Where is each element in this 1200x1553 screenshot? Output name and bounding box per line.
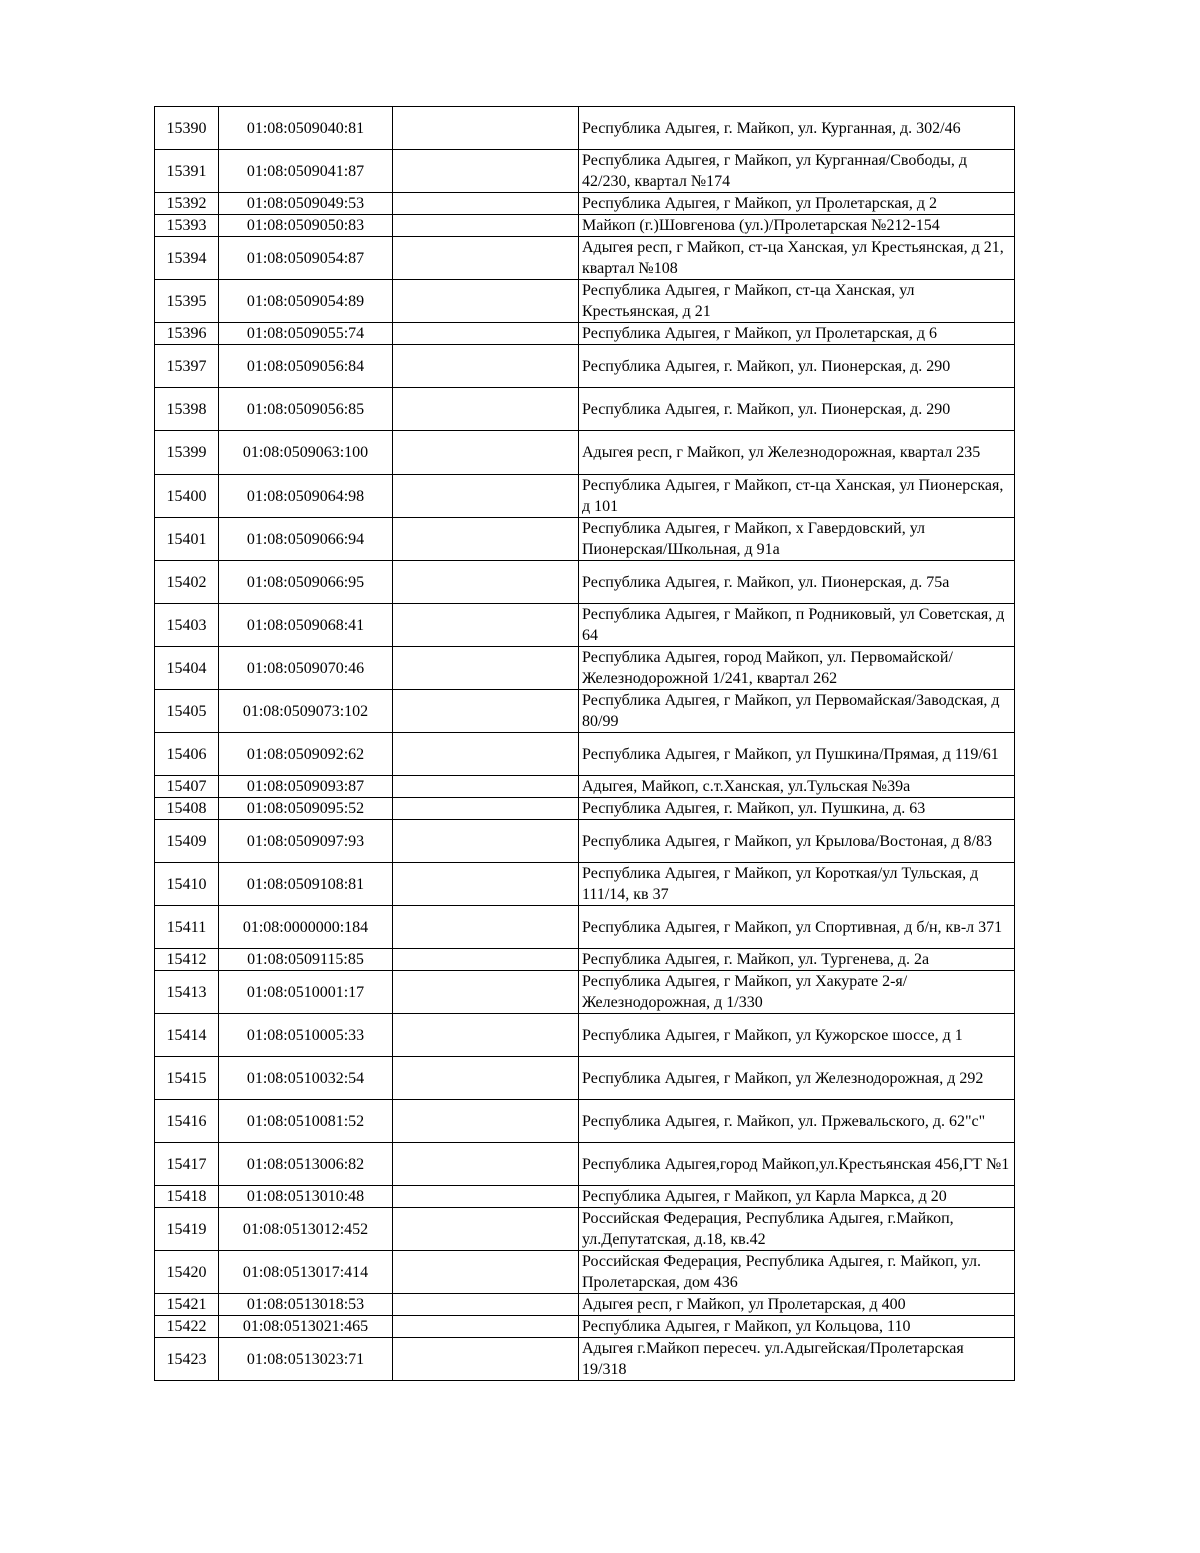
row-number-cell: 15423	[155, 1338, 219, 1381]
cadastral-number-cell: 01:08:0509068:41	[219, 604, 393, 647]
address-cell: Республика Адыгея, г Майкоп, ул Кужорское шоссе, д 1	[579, 1014, 1015, 1057]
cadastral-number-cell: 01:08:0509097:93	[219, 820, 393, 863]
empty-cell	[393, 820, 579, 863]
table-row	[155, 949, 1015, 971]
table-row	[155, 1251, 1015, 1294]
row-number-cell: 15406	[155, 733, 219, 776]
row-number-cell: 15418	[155, 1186, 219, 1208]
row-number-cell: 15404	[155, 647, 219, 690]
cadastral-number-cell: 01:08:0513012:452	[219, 1208, 393, 1251]
cadastral-number-cell: 01:08:0513021:465	[219, 1316, 393, 1338]
address-cell: Республика Адыгея, г Майкоп, ул Первомайская/Заводская, д 80/99	[579, 690, 1015, 733]
table-row	[155, 1316, 1015, 1338]
empty-cell	[393, 1316, 579, 1338]
row-number-cell: 15412	[155, 949, 219, 971]
table-row	[155, 1208, 1015, 1251]
cadastral-number-cell: 01:08:0510005:33	[219, 1014, 393, 1057]
empty-cell	[393, 237, 579, 280]
table-row	[155, 798, 1015, 820]
table-row	[155, 475, 1015, 518]
row-number-cell: 15414	[155, 1014, 219, 1057]
empty-cell	[393, 475, 579, 518]
empty-cell	[393, 388, 579, 431]
cadastral-number-cell: 01:08:0509093:87	[219, 776, 393, 798]
row-number-cell: 15395	[155, 280, 219, 323]
address-cell: Республика Адыгея, г Майкоп, п Родниковый, ул Советская, д 64	[579, 604, 1015, 647]
address-cell: Российская Федерация, Республика Адыгея, г. Майкоп, ул. Пролетарская, дом 436	[579, 1251, 1015, 1294]
cadastral-number-cell: 01:08:0509063:100	[219, 431, 393, 475]
table-row	[155, 1186, 1015, 1208]
address-cell: Республика Адыгея, г Майкоп, ул Кольцова, 110	[579, 1316, 1015, 1338]
empty-cell	[393, 518, 579, 561]
row-number-cell: 15405	[155, 690, 219, 733]
property-registry-table	[154, 106, 1015, 1381]
empty-cell	[393, 280, 579, 323]
row-number-cell: 15416	[155, 1100, 219, 1143]
empty-cell	[393, 107, 579, 150]
empty-cell	[393, 323, 579, 345]
address-cell: Российская Федерация, Республика Адыгея, г.Майкоп, ул.Депутатская, д.18, кв.42	[579, 1208, 1015, 1251]
cadastral-number-cell: 01:08:0509054:87	[219, 237, 393, 280]
cadastral-number-cell: 01:08:0513018:53	[219, 1294, 393, 1316]
cadastral-number-cell: 01:08:0509050:83	[219, 215, 393, 237]
address-cell: Адыгея г.Майкоп пересеч. ул.Адыгейская/Пролетарская 19/318	[579, 1338, 1015, 1381]
address-cell: Республика Адыгея, г. Майкоп, ул. Пионерская, д. 75а	[579, 561, 1015, 604]
table-row	[155, 647, 1015, 690]
table-row	[155, 1143, 1015, 1186]
table-row	[155, 1100, 1015, 1143]
address-cell: Адыгея респ, г Майкоп, ст-ца Ханская, ул Крестьянская, д 21, квартал №108	[579, 237, 1015, 280]
address-cell: Республика Адыгея, г Майкоп, ул Короткая/ул Тульская, д 111/14, кв 37	[579, 863, 1015, 906]
cadastral-number-cell: 01:08:0509115:85	[219, 949, 393, 971]
cadastral-number-cell: 01:08:0510081:52	[219, 1100, 393, 1143]
table-row	[155, 1294, 1015, 1316]
row-number-cell: 15394	[155, 237, 219, 280]
table-row	[155, 604, 1015, 647]
empty-cell	[393, 906, 579, 949]
cadastral-number-cell: 01:08:0509092:62	[219, 733, 393, 776]
table-row	[155, 388, 1015, 431]
row-number-cell: 15399	[155, 431, 219, 475]
address-cell: Республика Адыгея, г Майкоп, ул Хакурате 2-я/Железнодорожная, д 1/330	[579, 971, 1015, 1014]
address-cell: Республика Адыгея, г Майкоп, ст-ца Ханская, ул Пионерская, д 101	[579, 475, 1015, 518]
cadastral-number-cell: 01:08:0509056:85	[219, 388, 393, 431]
row-number-cell: 15417	[155, 1143, 219, 1186]
address-cell: Республика Адыгея, город Майкоп, ул. Первомайской/Железнодорожной 1/241, квартал 262	[579, 647, 1015, 690]
empty-cell	[393, 1100, 579, 1143]
empty-cell	[393, 863, 579, 906]
cadastral-number-cell: 01:08:0509066:95	[219, 561, 393, 604]
address-cell: Республика Адыгея, г Майкоп, х Гавердовский, ул Пионерская/Школьная, д 91а	[579, 518, 1015, 561]
table-row	[155, 1014, 1015, 1057]
row-number-cell: 15398	[155, 388, 219, 431]
row-number-cell: 15396	[155, 323, 219, 345]
cadastral-number-cell: 01:08:0513017:414	[219, 1251, 393, 1294]
address-cell: Республика Адыгея, г Майкоп, ст-ца Ханская, ул Крестьянская, д 21	[579, 280, 1015, 323]
cadastral-number-cell: 01:08:0509095:52	[219, 798, 393, 820]
cadastral-number-cell: 01:08:0513006:82	[219, 1143, 393, 1186]
empty-cell	[393, 971, 579, 1014]
table-row	[155, 193, 1015, 215]
address-cell: Республика Адыгея, г Майкоп, ул Курганная/Свободы, д 42/230, квартал №174	[579, 150, 1015, 193]
row-number-cell: 15419	[155, 1208, 219, 1251]
table-row	[155, 107, 1015, 150]
empty-cell	[393, 1186, 579, 1208]
cadastral-number-cell: 01:08:0509066:94	[219, 518, 393, 561]
table-row	[155, 1338, 1015, 1381]
row-number-cell: 15410	[155, 863, 219, 906]
address-cell: Республика Адыгея, г Майкоп, ул Железнодорожная, д 292	[579, 1057, 1015, 1100]
row-number-cell: 15397	[155, 345, 219, 388]
empty-cell	[393, 215, 579, 237]
table-row	[155, 150, 1015, 193]
address-cell: Республика Адыгея, г. Майкоп, ул. Пушкина, д. 63	[579, 798, 1015, 820]
empty-cell	[393, 1208, 579, 1251]
empty-cell	[393, 345, 579, 388]
row-number-cell: 15408	[155, 798, 219, 820]
address-cell: Республика Адыгея, г Майкоп, ул Пушкина/Прямая, д 119/61	[579, 733, 1015, 776]
row-number-cell: 15407	[155, 776, 219, 798]
cadastral-number-cell: 01:08:0509040:81	[219, 107, 393, 150]
address-cell: Республика Адыгея, г Майкоп, ул Спортивная, д б/н, кв-л 371	[579, 906, 1015, 949]
table-row	[155, 237, 1015, 280]
table-row	[155, 431, 1015, 475]
address-cell: Республика Адыгея,город Майкоп,ул.Крестьянская 456,ГТ №1	[579, 1143, 1015, 1186]
table-row	[155, 690, 1015, 733]
empty-cell	[393, 1014, 579, 1057]
row-number-cell: 15415	[155, 1057, 219, 1100]
cadastral-number-cell: 01:08:0513010:48	[219, 1186, 393, 1208]
empty-cell	[393, 1251, 579, 1294]
table-row	[155, 561, 1015, 604]
cadastral-number-cell: 01:08:0509041:87	[219, 150, 393, 193]
table-row	[155, 345, 1015, 388]
empty-cell	[393, 776, 579, 798]
address-cell: Республика Адыгея, г Майкоп, ул Пролетарская, д 2	[579, 193, 1015, 215]
empty-cell	[393, 604, 579, 647]
cadastral-number-cell: 01:08:0509056:84	[219, 345, 393, 388]
table-row	[155, 733, 1015, 776]
table-row	[155, 820, 1015, 863]
cadastral-number-cell: 01:08:0509055:74	[219, 323, 393, 345]
table-row	[155, 215, 1015, 237]
row-number-cell: 15400	[155, 475, 219, 518]
empty-cell	[393, 150, 579, 193]
row-number-cell: 15393	[155, 215, 219, 237]
row-number-cell: 15392	[155, 193, 219, 215]
cadastral-number-cell: 01:08:0509054:89	[219, 280, 393, 323]
row-number-cell: 15391	[155, 150, 219, 193]
address-cell: Республика Адыгея, г. Майкоп, ул. Пионерская, д. 290	[579, 345, 1015, 388]
empty-cell	[393, 647, 579, 690]
address-cell: Республика Адыгея, г. Майкоп, ул. Тургенева, д. 2а	[579, 949, 1015, 971]
address-cell: Республика Адыгея, г Майкоп, ул Карла Маркса, д 20	[579, 1186, 1015, 1208]
cadastral-number-cell: 01:08:0509064:98	[219, 475, 393, 518]
empty-cell	[393, 733, 579, 776]
row-number-cell: 15403	[155, 604, 219, 647]
empty-cell	[393, 798, 579, 820]
row-number-cell: 15422	[155, 1316, 219, 1338]
empty-cell	[393, 431, 579, 475]
table-row	[155, 280, 1015, 323]
empty-cell	[393, 1057, 579, 1100]
table-row	[155, 906, 1015, 949]
address-cell: Республика Адыгея, г. Майкоп, ул. Пионерская, д. 290	[579, 388, 1015, 431]
row-number-cell: 15409	[155, 820, 219, 863]
table-row	[155, 971, 1015, 1014]
cadastral-number-cell: 01:08:0510032:54	[219, 1057, 393, 1100]
address-cell: Адыгея респ, г Майкоп, ул Железнодорожная, квартал 235	[579, 431, 1015, 475]
row-number-cell: 15402	[155, 561, 219, 604]
table-row	[155, 1057, 1015, 1100]
registry-table-body	[155, 107, 1015, 1381]
address-cell: Майкоп (г.)Шовгенова (ул.)/Пролетарская №212-154	[579, 215, 1015, 237]
row-number-cell: 15420	[155, 1251, 219, 1294]
row-number-cell: 15411	[155, 906, 219, 949]
empty-cell	[393, 949, 579, 971]
cadastral-number-cell: 01:08:0510001:17	[219, 971, 393, 1014]
address-cell: Республика Адыгея, г. Майкоп, ул. Курганная, д. 302/46	[579, 107, 1015, 150]
cadastral-number-cell: 01:08:0509073:102	[219, 690, 393, 733]
cadastral-number-cell: 01:08:0509049:53	[219, 193, 393, 215]
row-number-cell: 15421	[155, 1294, 219, 1316]
empty-cell	[393, 193, 579, 215]
address-cell: Республика Адыгея, г Майкоп, ул Пролетарская, д 6	[579, 323, 1015, 345]
cadastral-number-cell: 01:08:0513023:71	[219, 1338, 393, 1381]
cadastral-number-cell: 01:08:0509070:46	[219, 647, 393, 690]
empty-cell	[393, 1143, 579, 1186]
table-row	[155, 518, 1015, 561]
empty-cell	[393, 561, 579, 604]
address-cell: Республика Адыгея, г. Майкоп, ул. Пржевальского, д. 62"с"	[579, 1100, 1015, 1143]
empty-cell	[393, 1294, 579, 1316]
row-number-cell: 15413	[155, 971, 219, 1014]
address-cell: Адыгея, Майкоп, с.т.Ханская, ул.Тульская №39а	[579, 776, 1015, 798]
row-number-cell: 15390	[155, 107, 219, 150]
empty-cell	[393, 690, 579, 733]
cadastral-number-cell: 01:08:0509108:81	[219, 863, 393, 906]
table-row	[155, 863, 1015, 906]
table-row	[155, 776, 1015, 798]
table-row	[155, 323, 1015, 345]
address-cell: Адыгея респ, г Майкоп, ул Пролетарская, д 400	[579, 1294, 1015, 1316]
cadastral-number-cell: 01:08:0000000:184	[219, 906, 393, 949]
address-cell: Республика Адыгея, г Майкоп, ул Крылова/Востоная, д 8/83	[579, 820, 1015, 863]
row-number-cell: 15401	[155, 518, 219, 561]
empty-cell	[393, 1338, 579, 1381]
